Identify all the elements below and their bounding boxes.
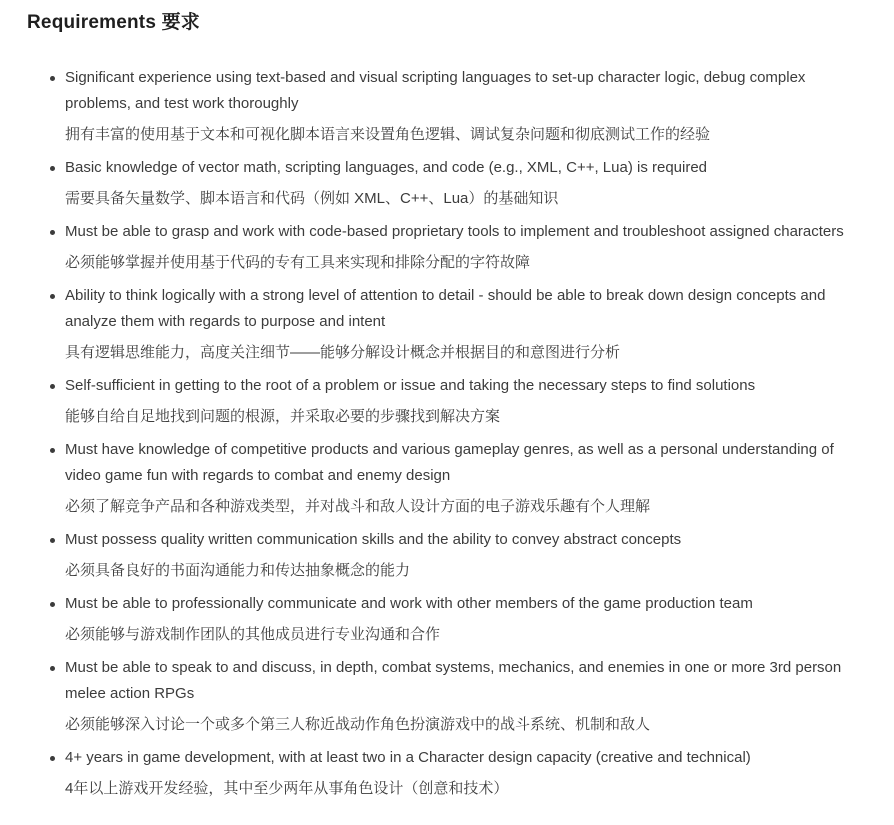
requirement-text-en: 4+ years in game development, with at least two in a Character design capacity (creative and technical) <box>65 749 751 766</box>
requirement-text-zh: 必须能够掌握并使用基于代码的专有工具来实现和排除分配的字符故障 <box>65 254 531 271</box>
requirement-text-en: Significant experience using text-based and visual scripting languages to set-up character logic, debug complex problems, and test work thoroughly <box>65 69 806 112</box>
requirement-text-zh: 4年以上游戏开发经验，其中至少两年从事角色设计（创意和技术） <box>65 780 509 797</box>
requirements-list <box>27 65 870 802</box>
requirement-item <box>65 591 870 648</box>
requirement-text-en: Must have knowledge of competitive products and various gameplay genres, as well as a personal understanding of video game fun with regards to combat and enemy design <box>65 441 834 484</box>
requirement-item <box>65 65 870 148</box>
requirement-item <box>65 283 870 366</box>
requirement-item <box>65 527 870 584</box>
requirement-text-zh: 能够自给自足地找到问题的根源，并采取必要的步骤找到解决方案 <box>65 408 501 425</box>
requirement-item <box>65 373 870 430</box>
requirement-text-en: Must be able to grasp and work with code-based proprietary tools to implement and troubleshoot assigned characters <box>65 223 844 240</box>
requirement-text-en: Must possess quality written communication skills and the ability to convey abstract concepts <box>65 531 682 548</box>
requirement-text-zh: 需要具备矢量数学、脚本语言和代码（例如 XML、C++、Lua）的基础知识 <box>65 190 559 207</box>
requirement-text-en: Basic knowledge of vector math, scripting languages, and code (e.g., XML, C++, Lua) is required <box>65 159 708 176</box>
requirement-item <box>65 219 870 276</box>
requirement-text-en: Self-sufficient in getting to the root of a problem or issue and taking the necessary steps to find solutions <box>65 377 756 394</box>
requirement-text-zh: 必须具备良好的书面沟通能力和传达抽象概念的能力 <box>65 562 411 579</box>
requirement-item <box>65 655 870 738</box>
requirement-item <box>65 155 870 212</box>
requirement-text-zh: 拥有丰富的使用基于文本和可视化脚本语言来设置角色逻辑、调试复杂问题和彻底测试工作的经验 <box>65 126 711 143</box>
requirement-item <box>65 745 870 802</box>
requirement-text-zh: 具有逻辑思维能力，高度关注细节——能够分解设计概念并根据目的和意图进行分析 <box>65 344 621 361</box>
requirement-text-en: Ability to think logically with a strong level of attention to detail - should be able to break down design concepts and analyze them with regards to purpose and intent <box>65 287 826 330</box>
requirement-text-en: Must be able to speak to and discuss, in depth, combat systems, mechanics, and enemies in one or more 3rd person melee action RPGs <box>65 659 842 702</box>
section-heading: Requirements 要求 <box>27 12 200 33</box>
requirement-text-zh: 必须能够与游戏制作团队的其他成员进行专业沟通和合作 <box>65 626 441 643</box>
requirement-text-zh: 必须能够深入讨论一个或多个第三人称近战动作角色扮演游戏中的战斗系统、机制和敌人 <box>65 716 651 733</box>
requirement-item <box>65 437 870 520</box>
requirement-text-zh: 必须了解竞争产品和各种游戏类型，并对战斗和敌人设计方面的电子游戏乐趣有个人理解 <box>65 498 651 515</box>
requirement-text-en: Must be able to professionally communicate and work with other members of the game production team <box>65 595 753 612</box>
